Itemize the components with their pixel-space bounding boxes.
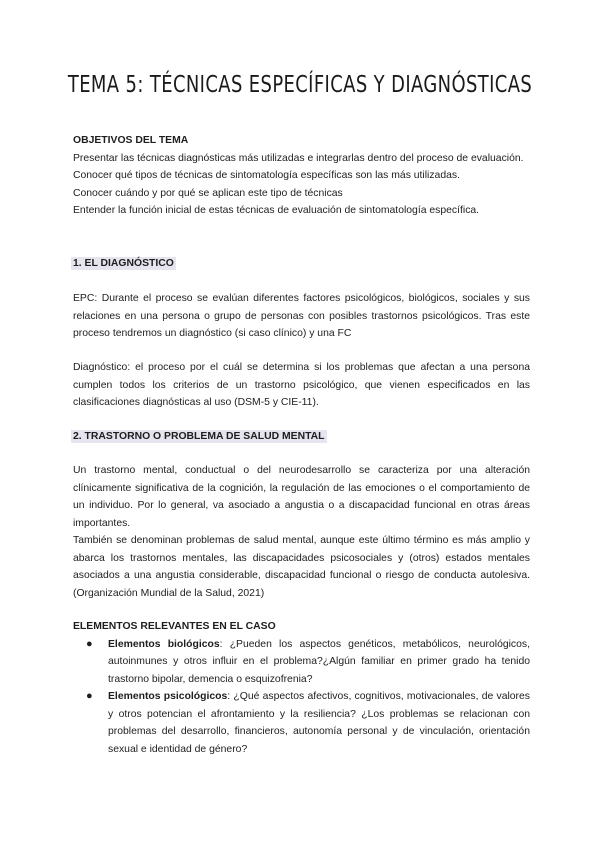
item-label: Elementos psicológicos [108, 691, 228, 702]
objective-item: Entender la función inicial de estas técnicas de evaluación de sintomatología específica. [73, 205, 480, 216]
trastorno-paragraph-2: También se denominan problemas de salud mental, aunque este último término es más amplio y abarca los trastornos mentales, las discapacidades psicosociales y (otros) estados mentales asociados a una angustia considerable, discapacidad funcional o riesgo de conducta autolesiva. (Organización Mundial de la Salud, 2021) [73, 535, 530, 599]
diagnostico-paragraph-1: EPC: Durante el proceso se evalúan diferentes factores psicológicos, biológicos, sociales y sus relaciones en una persona o grupo de personas con posibles trastornos psicológicos. Tras este proceso tendremos un diagnóstico (si caso clínico) y una FC [73, 293, 530, 339]
item-label: Elementos biológicos [108, 638, 220, 650]
item-text: : ¿Pueden los aspectos genéticos, metabólicos, neurológicos, autoinmunes y otros influir en el problema?¿Algún familiar en primer grado ha tenido trastorno bipolar, demencia o esquizofrenia? [108, 638, 530, 685]
elementos-list [73, 636, 530, 759]
bullet-icon: ● [86, 637, 93, 650]
section-diagnostico [73, 255, 530, 273]
section-trastorno [73, 428, 530, 446]
diagnostico-paragraph-2: Diagnóstico: el proceso por el cuál se determina si los problemas que afectan a una persona cumplen todos los criterios de un trastorno psicológico, que vienen especificados en las clasificaciones diagnósticas al uso (DSM-5 y CIE-11). [73, 362, 530, 408]
list-item [73, 688, 530, 758]
trastorno-paragraph-1: Un trastorno mental, conductual o del neurodesarrollo se caracteriza por una alteración clínicamente significativa de la cognición, la regulación de las emociones o el comportamiento de un individuo. Por lo general, va asociado a angustia o a discapacidad funcional en otras áreas importantes. [73, 465, 530, 529]
section-heading-diagnostico: 1. EL DIAGNÓSTICO [73, 258, 174, 269]
objective-item: Conocer qué tipos de técnicas de sintomatología específicas son las más utilizadas. [73, 170, 460, 181]
bullet-icon: ● [86, 690, 93, 702]
objective-item: Conocer cuándo y por qué se aplican este tipo de técnicas [73, 187, 343, 199]
objectives-section [73, 132, 530, 220]
list-item [73, 636, 530, 689]
elementos-section [73, 618, 530, 758]
section-heading-trastorno: 2. TRASTORNO O PROBLEMA DE SALUD MENTAL [73, 431, 325, 442]
elementos-heading: ELEMENTOS RELEVANTES EN EL CASO [73, 621, 276, 632]
page-title: TEMA 5: TÉCNICAS ESPECÍFICAS Y DIAGNÓSTICAS [67, 72, 533, 98]
objective-item: Presentar las técnicas diagnósticas más utilizadas e integrarlas dentro del proceso de evaluación. [73, 152, 524, 164]
item-text: : ¿Qué aspectos afectivos, cognitivos, motivacionales, de valores y otros potencian el afrontamiento y la resiliencia? ¿Los problemas se relacionan con problemas del desarrollo, financieros, autonomía personal y de vinculación, orientación sexual e identidad de género? [108, 691, 530, 755]
objectives-heading: OBJETIVOS DEL TEMA [73, 135, 189, 146]
